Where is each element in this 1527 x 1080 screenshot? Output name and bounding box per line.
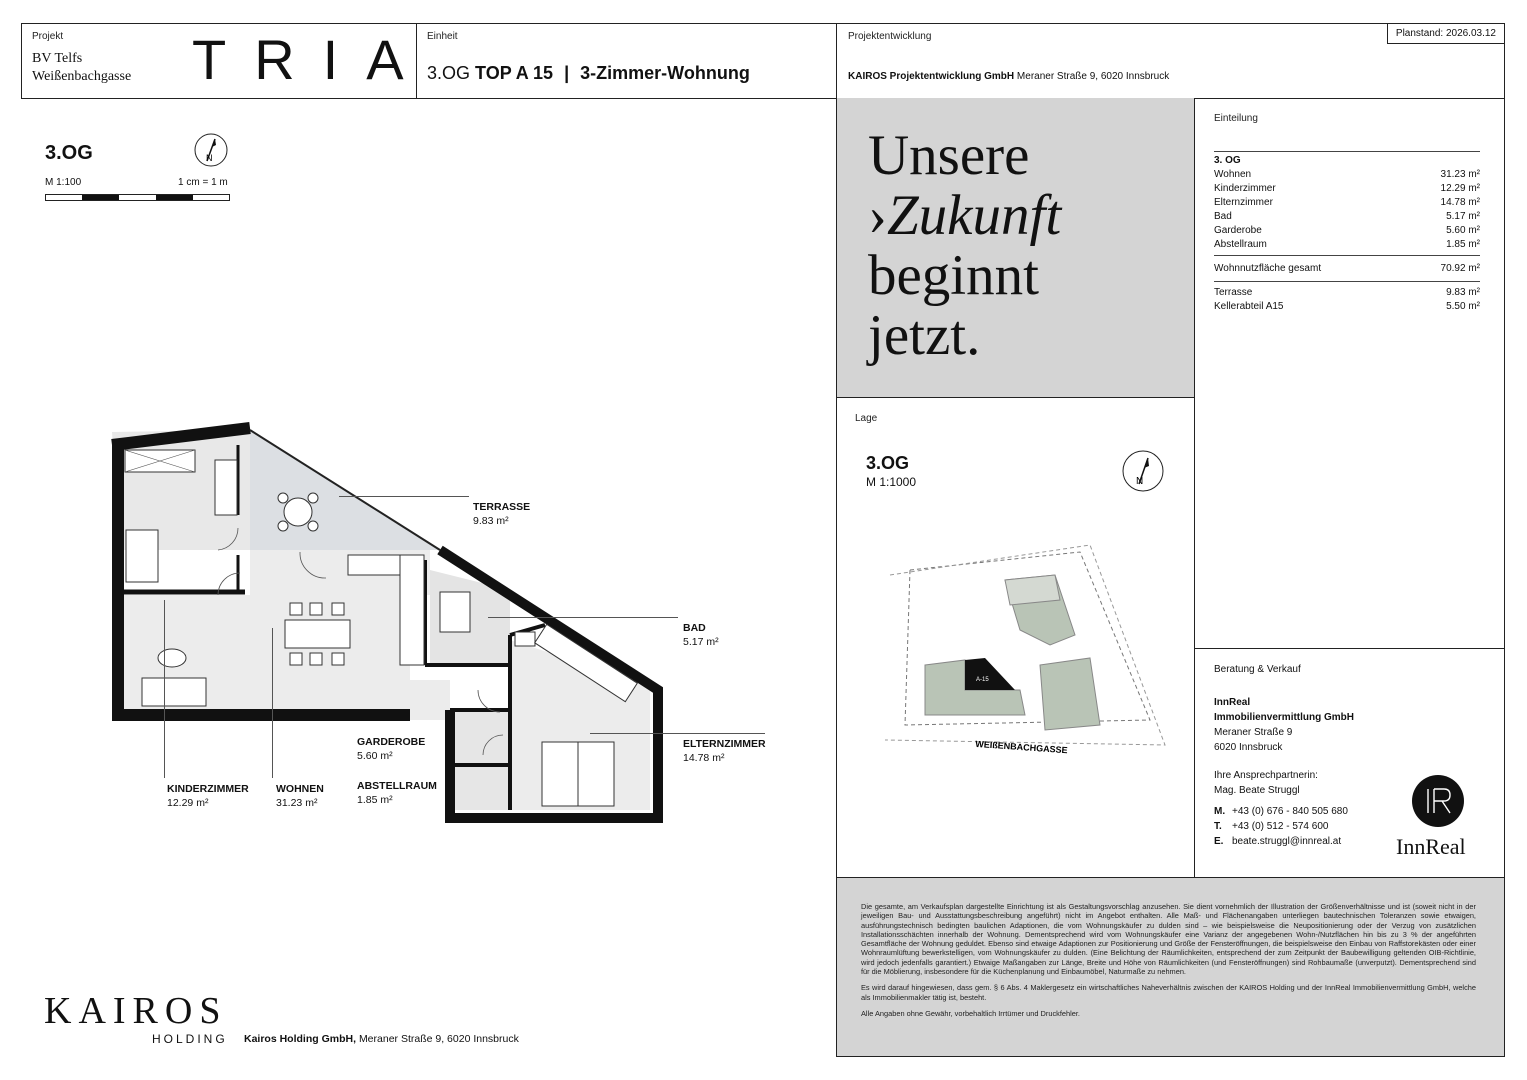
- plan-scale: M 1:100: [45, 177, 82, 188]
- room-abstellraum-area: 1.85 m²: [357, 794, 393, 806]
- room-elternzimmer-name: ELTERNZIMMER: [683, 738, 766, 750]
- bad-leader: [488, 617, 678, 618]
- plan-floor: 3.OG: [45, 142, 93, 164]
- beratung-city: 6020 Innsbruck: [1214, 742, 1283, 753]
- slogan-panel: [836, 98, 1195, 398]
- disclaimer-panel: [836, 877, 1505, 1057]
- einheit-sep: |: [564, 63, 570, 83]
- einteilung-row-name: Wohnen: [1214, 169, 1252, 180]
- einteilung-row-name: Garderobe: [1214, 225, 1262, 236]
- beratung-m-label: M.: [1214, 806, 1226, 817]
- lage-scale: M 1:1000: [866, 475, 917, 489]
- einteilung-row-value: 14.78 m²: [1440, 197, 1480, 208]
- room-elternzimmer-area: 14.78 m²: [683, 752, 725, 764]
- slogan-mark: ›: [868, 184, 887, 247]
- einteilung-extra-name: Terrasse: [1214, 287, 1253, 298]
- einteilung-row: [1214, 224, 1480, 238]
- einteilung-extra-name: Kellerabteil A15: [1214, 301, 1284, 312]
- svg-text:N: N: [1136, 476, 1144, 487]
- beratung-t-label: T.: [1214, 821, 1222, 832]
- brand-logo: TRIA: [192, 28, 432, 91]
- wohnen-leader: [272, 628, 273, 778]
- einteilung-row-name: Abstellraum: [1214, 239, 1267, 250]
- beratung-street: Meraner Straße 9: [1214, 727, 1293, 738]
- beratung-e-label: E.: [1214, 836, 1224, 847]
- footer-company: Kairos Holding GmbH,: [244, 1033, 357, 1045]
- terrasse-leader: [339, 496, 469, 497]
- room-abstellraum-name: ABSTELLRAUM: [357, 780, 437, 792]
- einteilung-row-name: Elternzimmer: [1214, 197, 1273, 208]
- room-terrasse-area: 9.83 m²: [473, 515, 509, 527]
- projekt-line1: BV Telfs: [32, 51, 83, 66]
- einheit-floor: 3.OG: [427, 63, 471, 83]
- einteilung-row-value: 1.85 m²: [1446, 239, 1480, 250]
- einteilung-row-name: Kinderzimmer: [1214, 183, 1276, 194]
- disclaimer-p1: Die gesamte, am Verkaufsplan dargestellte Einrichtung ist als Gestaltungsvorschlag anzusehen. Sie dient vornehmlich der Illustration der Größenverhältnisse und ist (soweit nicht in der jeweiligen Bau- und Ausstattungsbeschreibung angeführt) nicht im Angebot enthalten. Alle Maß- und Flächenangaben unterliegen bautechnischen Toleranzen sowie etwaigen, ausführungstechnisch bedingten baulichen Adaptionen, die vom Wohnungskäufer zu dulden sind – wie beispielsweise die Neupositionierung oder der Verzug von zusätzlichen Installationsschächten innerhalb der Wohnung. Dementsprechend wird vom Wohnungskäufer eine Varianz der angegebenen Wohn-/Nutzflächen hin bis zu 3 % der angeführten Gesamtfläche der Wohnung geduldet. Ebenso sind etwaige Adaptionen zur Positionierung und Größe der Fensteröffnungen, die beispielsweise den Einbau von Raffstorekästen oder einer Wohnraumlüftung bewerkstelligen, vom Wohnungskäufer zu dulden. (Eine Belichtung der Räumlichkeiten, entsprechend der zum Zeitpunkt der Baubewilligung geltenden OIB-Richtlinie, wird jedoch jedenfalls garantiert.) Etwaige Maßangaben zur Länge, Breite und Höhe von Räumlichkeiten (und Fensteröffnungen) sind Rohbaumaße (unverputzt). Dementsprechend sind für die Möblierung, insbesondere für die Küchenplanung und Einbaumöbel, Naturmaße zu nehmen.: [861, 902, 1476, 977]
- einteilung-extra-row: [1214, 300, 1480, 314]
- room-bad-area: 5.17 m²: [683, 636, 719, 648]
- einteilung-extra-row: [1214, 286, 1480, 300]
- beratung-phone[interactable]: +43 (0) 512 - 574 600: [1232, 821, 1329, 832]
- einteilung-row-value: 5.17 m²: [1446, 211, 1480, 222]
- einteilung-panel: [1214, 113, 1480, 314]
- disclaimer-p3: Alle Angaben ohne Gewähr, vorbehaltlich Irrtümer und Druckfehler.: [861, 1008, 1080, 1018]
- svg-text:N: N: [206, 153, 213, 163]
- footer-company-line: [244, 1033, 519, 1045]
- lage-north-icon: [1122, 450, 1164, 492]
- scale-bar: [45, 194, 230, 201]
- room-bad: [683, 621, 719, 649]
- room-garderobe-area: 5.60 m²: [357, 750, 393, 762]
- slogan-line2: Zukunft: [886, 184, 1062, 247]
- room-kinderzimmer-name: KINDERZIMMER: [167, 783, 249, 795]
- footer-address: Meraner Straße 9, 6020 Innsbruck: [358, 1033, 519, 1045]
- room-kinderzimmer: [167, 782, 249, 810]
- plan-scale-note: 1 cm = 1 m: [178, 177, 228, 188]
- room-garderobe-name: GARDEROBE: [357, 736, 426, 748]
- einteilung-row-value: 31.23 m²: [1440, 169, 1480, 180]
- innreal-logo-icon: [1412, 775, 1464, 827]
- room-wohnen-area: 31.23 m²: [276, 797, 318, 809]
- beratung-email[interactable]: beate.struggl@innreal.at: [1232, 836, 1342, 847]
- slogan-line3: beginnt: [868, 244, 1039, 307]
- entwicklung-info: [848, 71, 1169, 82]
- kinderzimmer-leader: [164, 600, 165, 778]
- lage-title: Lage: [855, 413, 878, 424]
- entwicklung-label: Projektentwicklung: [848, 31, 932, 42]
- einteilung-total-value: 70.92 m²: [1440, 263, 1480, 274]
- lage-floor: 3.OG: [866, 453, 910, 473]
- einteilung-row: [1214, 182, 1480, 196]
- innreal-logo-text: InnReal: [1396, 834, 1466, 859]
- einheit-label: Einheit: [427, 31, 458, 42]
- projekt-label: Projekt: [32, 31, 64, 42]
- einteilung-row: [1214, 238, 1480, 252]
- kairos-logo-sub: HOLDING: [152, 1032, 228, 1046]
- header-projekt: [21, 23, 432, 99]
- slogan-line4: jetzt.: [868, 304, 981, 367]
- site-unit-tag: A-15: [976, 677, 989, 683]
- einteilung-row-value: 5.60 m²: [1446, 225, 1480, 236]
- elternzimmer-leader: [590, 733, 765, 734]
- room-wohnen-name: WOHNEN: [276, 783, 324, 795]
- einteilung-title: Einteilung: [1214, 113, 1258, 124]
- einteilung-row-value: 12.29 m²: [1440, 183, 1480, 194]
- site-street-label: WEIßENBACHGASSE: [974, 738, 1068, 756]
- einteilung-extra-value: 5.50 m²: [1446, 301, 1480, 312]
- beratung-contact-label: Ihre Ansprechpartnerin:: [1214, 770, 1318, 781]
- einteilung-extra-value: 9.83 m²: [1446, 287, 1480, 298]
- beratung-title: Beratung & Verkauf: [1214, 664, 1301, 675]
- room-bad-name: BAD: [683, 622, 706, 634]
- beratung-company2: Immobilienvermittlung GmbH: [1214, 712, 1355, 723]
- room-terrasse-name: TERRASSE: [473, 501, 531, 513]
- room-wohnen: [276, 782, 324, 810]
- room-abstellraum: [357, 779, 437, 807]
- beratung-mobile[interactable]: +43 (0) 676 - 840 505 680: [1232, 806, 1348, 817]
- einteilung-row: [1214, 196, 1480, 210]
- room-terrasse: [473, 500, 530, 528]
- room-garderobe: [357, 735, 425, 763]
- slogan-line1: Unsere: [868, 124, 1030, 187]
- einteilung-row: [1214, 168, 1480, 182]
- beratung-panel: [1214, 662, 1354, 849]
- north-arrow-icon: [194, 133, 228, 167]
- einteilung-total-name: Wohnnutzfläche gesamt: [1214, 263, 1322, 274]
- floor-plan: [100, 420, 670, 830]
- einteilung-row: [1214, 210, 1480, 224]
- header-einheit: [416, 23, 837, 99]
- entwicklung-company: KAIROS Projektentwicklung GmbH: [848, 71, 1015, 82]
- einheit-type: 3-Zimmer-Wohnung: [580, 63, 750, 83]
- site-map: [880, 540, 1180, 770]
- beratung-company1: InnReal: [1214, 697, 1251, 708]
- projekt-line2: Weißenbachgasse: [32, 69, 132, 84]
- planstand-badge: Planstand: 2026.03.12: [1387, 23, 1505, 44]
- einheit-top: TOP A 15: [475, 63, 554, 83]
- kairos-logo: KAIROS: [44, 990, 228, 1032]
- einheit-title: [427, 62, 750, 84]
- einteilung-floor: 3. OG: [1214, 155, 1241, 166]
- disclaimer-p2: Es wird darauf hingewiesen, dass gem. § 6 Abs. 4 Maklergesetz ein wirtschaftliches Naheverhältnis zwischen der KAIROS Holding und der InnReal Immobilienvermittlung GmbH, welche als Immobilienmakler tätig ist, besteht.: [861, 983, 1476, 1002]
- room-kinderzimmer-area: 12.29 m²: [167, 797, 209, 809]
- entwicklung-address: Meraner Straße 9, 6020 Innsbruck: [1016, 71, 1170, 82]
- room-elternzimmer: [683, 737, 766, 765]
- beratung-contact-name: Mag. Beate Struggl: [1214, 785, 1300, 796]
- einteilung-total: [1214, 262, 1480, 276]
- header-entwicklung: [836, 23, 1505, 99]
- einteilung-row-name: Bad: [1214, 211, 1232, 222]
